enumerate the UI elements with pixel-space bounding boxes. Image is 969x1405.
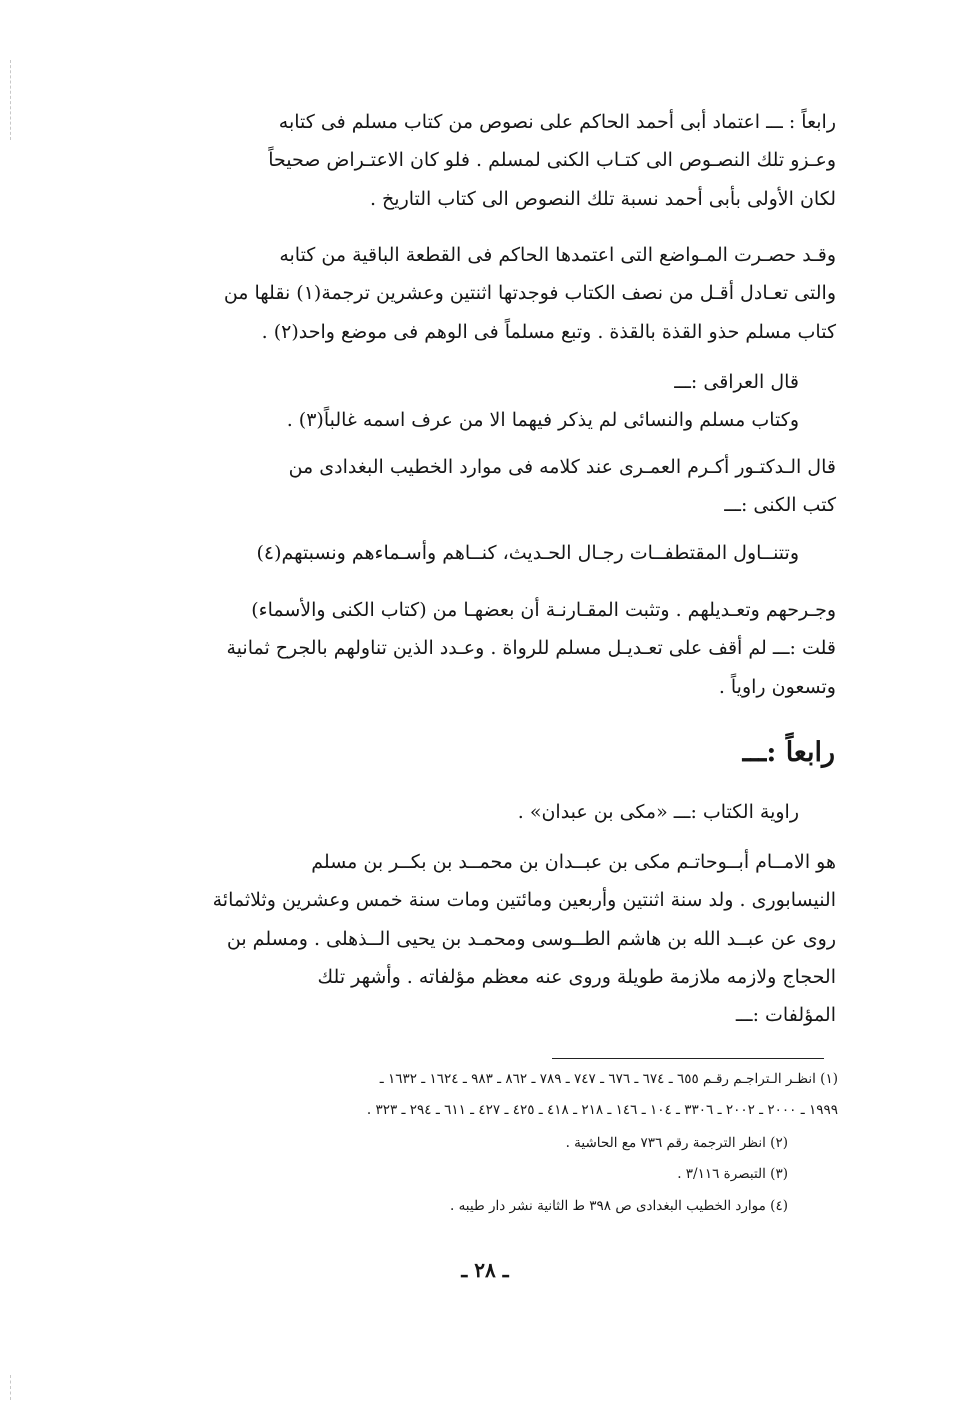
scan-edge-mark: [10, 60, 11, 140]
omari-quote-continuation: وجـرحهم وتعـديلهم . وتثبت المقـارنـة أن بعضهـا من (كتاب الكنى والأسماء) قلت :ـــ لم أقف على تعـديـل مسلم للرواة . وعـدد الذين تناولهم بالجرح ثمانية وتسعون راوياً .: [226, 599, 836, 698]
footnote-3: (٣) التبصرة ٣/١١٦ .: [677, 1166, 788, 1182]
footnote-separator: [552, 1058, 824, 1059]
iraqi-quote: وكتاب مسلم والنسائى لم يذكر فيهما الا من عرف اسمه غالباً(٣) .: [286, 409, 799, 431]
footnote-1-line-1: (١) انظـر الـتراجـم رقـم ٦٥٥ ـ ٦٧٤ ـ ٦٧٦ ـ ٧٤٧ ـ ٧٨٩ ـ ٨٦٢ ـ ٩٨٣ ـ ١٦٢٤ ـ ١٦٣٢ ـ: [379, 1071, 838, 1087]
iraqi-intro: قال العراقى :ـــ: [674, 371, 799, 393]
footnote-2: (٢) انظر الترجمة رقم ٧٣٦ مع الحاشية .: [565, 1135, 788, 1151]
page-number: ـ ٢٨ ـ: [461, 1258, 509, 1282]
footnote-4: (٤) موارد الخطيب البغدادى ص ٣٩٨ ط الثانية نشر دار طيبه .: [449, 1198, 788, 1214]
section-heading: رابعاً :ـــ: [742, 737, 835, 768]
footnote-1-line-2: ١٩٩٩ ـ ٢٠٠٠ ـ ٢٠٠٢ ـ ٣٣٠٦ ـ ١٠٤ ـ ١٤٦ ـ ٢١٨ ـ ٤١٨ ـ ٤٢٥ ـ ٤٢٧ ـ ٦١١ ـ ٢٩٤ ـ ٣٢٣ .: [366, 1102, 838, 1118]
omari-paragraph: قال الـدكتـور أكـرم العمـرى عند كلامه فى موارد الخطيب البغدادى من كتب الكنى :ـــ: [288, 456, 836, 517]
biography-paragraph: هو الامــام أبــوحاتـم مكى بن عبــدان بن محمــد بن بكــر بن مسلم النيسابورى . ولد سنة اثنتين وأربعين ومائتين ومات سنة خمس وعشرين وثلاثمائة روى عن عبــد الله بن هاشم الطــوسى ومحمـد بن يحيى الــذهلى . ومسلم بن الحجاج ولازمه ملازمة طويلة وروى عنه معظم مؤلفاته . وأشهر تلك المؤلفات :ـــ: [212, 851, 836, 1027]
paragraph-1: رابعاً : ـــ اعتماد أبى أحمد الحاكم على نصوص من كتاب مسلم فى كتابه وعـزو تلك النصـوص الى كتـاب الكنى لمسلم . فلو كان الاعتـراض صحيحاً لكان الأولى بأبى أحمد نسبة تلك النصوص الى كتاب التاريخ .: [268, 111, 836, 210]
narrator-line: راوية الكتاب :ـــ «مكى بن عبدان» .: [517, 801, 799, 823]
paragraph-2: وقـد حصـرت المـواضع التى اعتمدها الحاكم فى القطعة الباقية من كتابه والتى تعـادل أقـل من نصف الكتاب فوجدتها اثنتين وعشرين ترجمة(١) نقلها من كتاب مسلم حذو القذة بالقذة . وتبع مسلماً فى الوهم فى موضع واحد(٢) .: [223, 244, 836, 343]
scan-edge-mark: [10, 1375, 11, 1400]
omari-quote-first-line: وتتنــاول المقتطفــات رجـال الحـديث، كنــاهم وأسـماءهم ونسبتهم(٤): [256, 542, 799, 564]
